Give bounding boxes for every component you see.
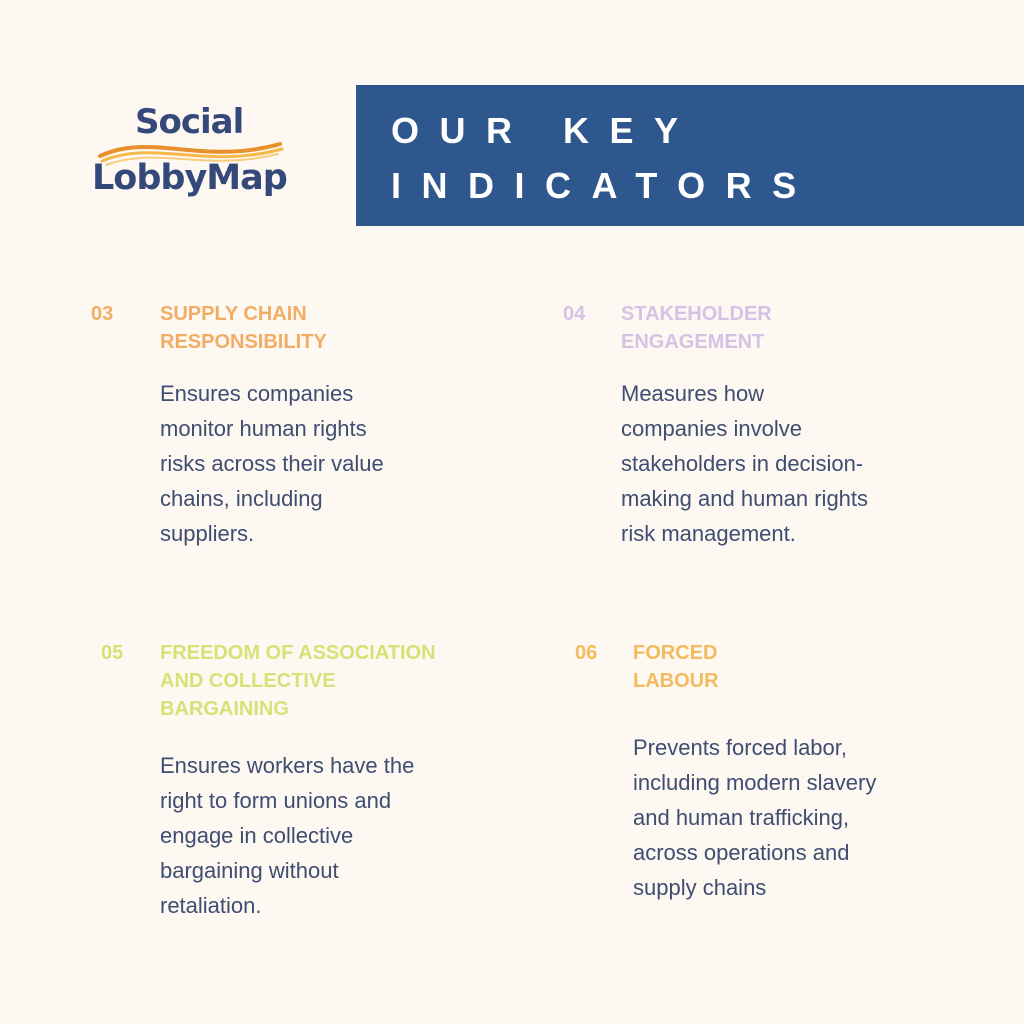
indicator-description-line: retaliation. <box>160 893 262 918</box>
indicator-heading <box>160 639 436 723</box>
indicator-description-line: and human trafficking, <box>633 805 850 830</box>
page-title-line-2: INDICATORS <box>391 165 817 206</box>
page-title <box>391 103 817 213</box>
indicator-heading-line: FORCED <box>633 642 718 664</box>
indicator-number: 05 <box>101 642 124 664</box>
indicator-description-line: across operations and <box>633 840 850 865</box>
indicator-description <box>633 730 876 905</box>
logo-word-social: Social <box>135 102 244 142</box>
indicator-description-line: Prevents forced labor, <box>633 735 848 760</box>
indicator-description-line: including modern slavery <box>633 770 877 795</box>
indicator-description <box>160 376 384 551</box>
indicator-heading-line: BARGAINING <box>160 698 289 720</box>
indicator-description-line: Measures how <box>621 381 765 406</box>
indicator-description-line: engage in collective <box>160 823 354 848</box>
indicator-description-line: risks across their value <box>160 451 384 476</box>
indicator-description-line: bargaining without <box>160 858 339 883</box>
indicator-number: 04 <box>563 303 586 325</box>
indicator-heading <box>633 639 719 695</box>
indicator-description-line: monitor human rights <box>160 416 367 441</box>
indicator-description-line: companies involve <box>621 416 802 441</box>
indicator-description-line: risk management. <box>621 521 796 546</box>
indicator-description-line: stakeholders in decision- <box>621 451 864 476</box>
indicator-description-line: suppliers. <box>160 521 255 546</box>
social-lobbymap-logo <box>92 100 312 210</box>
indicator-heading-line: AND COLLECTIVE <box>160 670 336 692</box>
indicator-heading-line: STAKEHOLDER <box>621 303 772 325</box>
indicator-heading-line: FREEDOM OF ASSOCIATION <box>160 642 436 664</box>
title-banner <box>356 85 1024 226</box>
indicator-heading <box>621 300 772 356</box>
indicator-description-line: making and human rights <box>621 486 869 511</box>
indicator-heading-line: ENGAGEMENT <box>621 331 765 353</box>
indicator-description-line: supply chains <box>633 875 767 900</box>
indicator-heading-line: RESPONSIBILITY <box>160 331 327 353</box>
page-title-line-1: OUR KEY <box>391 110 699 151</box>
logo-word-lobbymap: LobbyMap <box>92 158 287 198</box>
indicator-number: 03 <box>91 303 114 325</box>
indicator-heading-line: SUPPLY CHAIN <box>160 303 307 325</box>
indicator-description-line: Ensures companies <box>160 381 354 406</box>
indicator-number: 06 <box>575 642 598 664</box>
indicator-description-line: right to form unions and <box>160 788 392 813</box>
indicator-heading-line: LABOUR <box>633 670 719 692</box>
indicator-description <box>621 376 868 551</box>
indicator-description-line: chains, including <box>160 486 323 511</box>
indicator-description <box>160 748 414 923</box>
indicator-description-line: Ensures workers have the <box>160 753 415 778</box>
indicator-heading <box>160 300 327 356</box>
